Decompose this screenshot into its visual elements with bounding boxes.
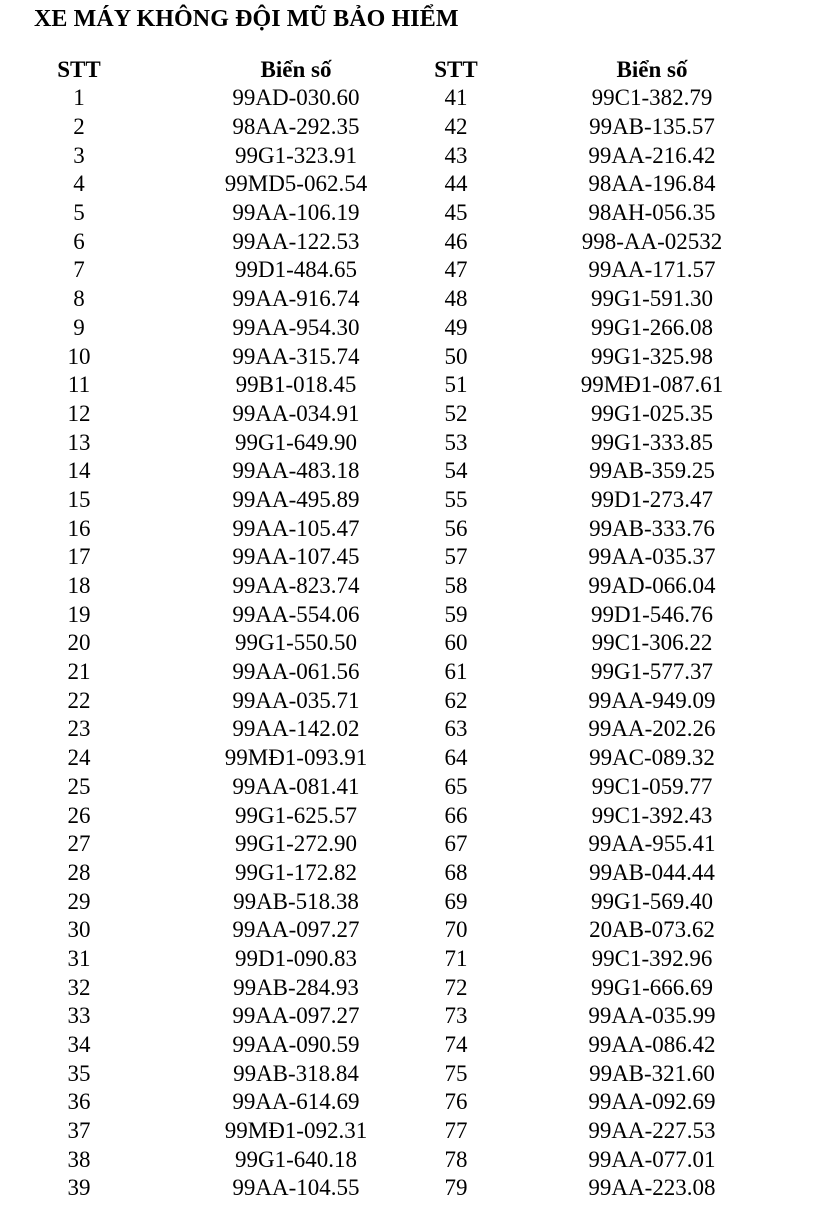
stt-left-cell: 21 bbox=[67, 659, 91, 685]
plate-left-cell: 99B1-018.45 bbox=[235, 372, 357, 398]
plate-right-cell: 99AB-135.57 bbox=[589, 114, 715, 140]
plate-left-cell: 99G1-640.18 bbox=[234, 1146, 358, 1172]
plate-left-cell: 99AA-315.74 bbox=[232, 343, 360, 369]
stt-left-cell: 3 bbox=[73, 142, 85, 168]
table-row bbox=[0, 658, 814, 687]
plate-right-cell: 99G1-333.85 bbox=[590, 429, 714, 455]
plate-right-cell: 99C1-059.77 bbox=[591, 773, 713, 799]
plate-left-cell: 99AB-318.84 bbox=[233, 1060, 359, 1086]
stt-left-cell: 34 bbox=[67, 1032, 91, 1058]
plate-left-cell: 99AA-106.19 bbox=[232, 200, 360, 226]
plate-left-cell: 99AA-554.06 bbox=[232, 601, 360, 627]
stt-right-cell: 68 bbox=[444, 859, 468, 885]
plate-right-cell: 99AA-223.08 bbox=[588, 1175, 716, 1201]
table-row bbox=[0, 1174, 814, 1203]
table-row bbox=[0, 859, 814, 888]
plate-left-cell: 99AA-035.71 bbox=[232, 687, 360, 713]
table-row bbox=[0, 342, 814, 371]
plate-left-cell: 99AA-483.18 bbox=[232, 458, 360, 484]
plate-right-cell: 99AC-089.32 bbox=[589, 745, 715, 771]
table-row bbox=[0, 572, 814, 601]
plate-left-cell: 99AD-030.60 bbox=[232, 85, 360, 111]
table-row bbox=[0, 457, 814, 486]
table-row bbox=[0, 84, 814, 113]
header-plate-left: Biển số bbox=[260, 57, 332, 82]
table-row bbox=[0, 629, 814, 658]
stt-right-cell: 48 bbox=[444, 286, 468, 312]
table-row bbox=[0, 543, 814, 572]
table-row bbox=[0, 744, 814, 773]
stt-left-cell: 29 bbox=[67, 888, 91, 914]
plate-right-cell: 99G1-591.30 bbox=[590, 286, 714, 312]
stt-right-cell: 75 bbox=[444, 1060, 468, 1086]
stt-right-cell: 44 bbox=[444, 171, 468, 197]
table-row bbox=[0, 256, 814, 285]
table-row bbox=[0, 887, 814, 916]
stt-right-cell: 51 bbox=[444, 372, 468, 398]
stt-right-cell: 62 bbox=[444, 687, 468, 713]
stt-left-cell: 13 bbox=[67, 429, 91, 455]
table-row bbox=[0, 773, 814, 802]
stt-right-cell: 70 bbox=[444, 917, 468, 943]
plate-right-cell: 99G1-325.98 bbox=[590, 343, 714, 369]
stt-left-cell: 30 bbox=[67, 917, 91, 943]
stt-left-cell: 31 bbox=[67, 945, 91, 971]
table-row bbox=[0, 199, 814, 228]
plate-right-cell: 98AH-056.35 bbox=[588, 200, 716, 226]
stt-right-cell: 61 bbox=[444, 659, 468, 685]
stt-left-cell: 28 bbox=[67, 859, 91, 885]
stt-left-cell: 11 bbox=[67, 372, 91, 398]
stt-right-cell: 77 bbox=[444, 1118, 468, 1144]
stt-right-cell: 73 bbox=[444, 1003, 468, 1029]
stt-left-cell: 6 bbox=[73, 228, 85, 254]
plate-right-cell: 99G1-266.08 bbox=[590, 314, 714, 340]
stt-left-cell: 35 bbox=[67, 1060, 91, 1086]
table-row bbox=[0, 1002, 814, 1031]
plate-right-cell: 99C1-392.43 bbox=[591, 802, 713, 828]
stt-left-cell: 26 bbox=[67, 802, 91, 828]
table-row bbox=[0, 945, 814, 974]
stt-left-cell: 18 bbox=[67, 573, 91, 599]
plate-left-cell: 99AA-097.27 bbox=[232, 917, 360, 943]
stt-left-cell: 5 bbox=[73, 200, 85, 226]
table-row bbox=[0, 141, 814, 170]
stt-right-cell: 71 bbox=[444, 945, 468, 971]
plate-left-cell: 99AA-105.47 bbox=[232, 515, 360, 541]
plate-left-cell: 99AA-081.41 bbox=[232, 773, 360, 799]
plate-right-cell: 99AA-035.37 bbox=[588, 544, 716, 570]
plate-right-cell: 99AD-066.04 bbox=[588, 573, 716, 599]
table-row bbox=[0, 916, 814, 945]
plate-right-cell: 99D1-546.76 bbox=[590, 601, 714, 627]
stt-left-cell: 27 bbox=[67, 831, 91, 857]
plate-left-cell: 99AA-495.89 bbox=[232, 486, 360, 512]
plate-left-cell: 99AA-097.27 bbox=[232, 1003, 360, 1029]
stt-left-cell: 33 bbox=[67, 1003, 91, 1029]
plate-right-cell: 99AA-202.26 bbox=[588, 716, 716, 742]
stt-right-cell: 45 bbox=[444, 200, 468, 226]
plate-right-cell: 99G1-666.69 bbox=[590, 974, 714, 1000]
stt-right-cell: 47 bbox=[444, 257, 468, 283]
plate-right-cell: 99AA-035.99 bbox=[588, 1003, 716, 1029]
stt-left-cell: 23 bbox=[67, 716, 91, 742]
plate-left-cell: 99AA-823.74 bbox=[232, 573, 360, 599]
plate-left-cell: 98AA-292.35 bbox=[232, 114, 360, 140]
table-row bbox=[0, 428, 814, 457]
plate-left-cell: 99G1-272.90 bbox=[234, 831, 358, 857]
stt-right-cell: 46 bbox=[444, 228, 468, 254]
stt-right-cell: 72 bbox=[444, 974, 468, 1000]
header-stt-right: STT bbox=[434, 57, 478, 82]
plate-left-cell: 99AB-518.38 bbox=[233, 888, 359, 914]
plate-left-cell: 99MĐ1-093.91 bbox=[224, 745, 368, 771]
plate-right-cell: 99AA-227.53 bbox=[588, 1118, 716, 1144]
stt-right-cell: 58 bbox=[444, 573, 468, 599]
header-stt-left: STT bbox=[57, 57, 101, 82]
stt-right-cell: 74 bbox=[444, 1032, 468, 1058]
plate-right-cell: 99AA-092.69 bbox=[588, 1089, 716, 1115]
stt-right-cell: 69 bbox=[444, 888, 468, 914]
plate-right-cell: 998-AA-02532 bbox=[581, 228, 723, 254]
stt-left-cell: 1 bbox=[73, 85, 85, 111]
plate-right-cell: 99AB-333.76 bbox=[589, 515, 715, 541]
plate-left-cell: 99G1-172.82 bbox=[234, 859, 358, 885]
plate-right-cell: 99AB-359.25 bbox=[589, 458, 715, 484]
table-body bbox=[0, 84, 814, 1203]
plate-right-cell: 99AA-171.57 bbox=[588, 257, 716, 283]
plate-left-cell: 99G1-550.50 bbox=[234, 630, 358, 656]
stt-left-cell: 7 bbox=[73, 257, 85, 283]
stt-left-cell: 15 bbox=[67, 486, 91, 512]
plate-left-cell: 99MĐ1-092.31 bbox=[224, 1118, 368, 1144]
table-row bbox=[0, 400, 814, 429]
table-row bbox=[0, 227, 814, 256]
stt-right-cell: 52 bbox=[444, 400, 468, 426]
plate-right-cell: 99AA-955.41 bbox=[588, 831, 716, 857]
stt-left-cell: 39 bbox=[67, 1175, 91, 1201]
stt-left-cell: 9 bbox=[73, 314, 85, 340]
table-row bbox=[0, 600, 814, 629]
stt-right-cell: 66 bbox=[444, 802, 468, 828]
plate-left-cell: 99G1-625.57 bbox=[234, 802, 358, 828]
stt-left-cell: 37 bbox=[67, 1118, 91, 1144]
stt-right-cell: 63 bbox=[444, 716, 468, 742]
stt-right-cell: 49 bbox=[444, 314, 468, 340]
plate-left-cell: 99MD5-062.54 bbox=[224, 171, 368, 197]
plate-left-cell: 99AA-614.69 bbox=[232, 1089, 360, 1115]
stt-right-cell: 50 bbox=[444, 343, 468, 369]
plate-left-cell: 99G1-323.91 bbox=[234, 142, 358, 168]
plate-right-cell: 99C1-306.22 bbox=[591, 630, 713, 656]
plate-left-cell: 99AA-142.02 bbox=[232, 716, 360, 742]
table-row bbox=[0, 486, 814, 515]
table-row bbox=[0, 801, 814, 830]
plate-left-cell: 99AA-954.30 bbox=[232, 314, 360, 340]
plate-right-cell: 20AB-073.62 bbox=[589, 917, 715, 943]
table-row bbox=[0, 1145, 814, 1174]
plate-left-cell: 99D1-090.83 bbox=[234, 945, 358, 971]
table-row bbox=[0, 1031, 814, 1060]
stt-left-cell: 19 bbox=[67, 601, 91, 627]
plate-right-cell: 99G1-025.35 bbox=[590, 400, 714, 426]
plate-left-cell: 99AA-034.91 bbox=[232, 400, 360, 426]
stt-left-cell: 8 bbox=[73, 286, 85, 312]
plate-left-cell: 99AA-090.59 bbox=[232, 1032, 360, 1058]
stt-right-cell: 43 bbox=[444, 142, 468, 168]
plate-right-cell: 99AA-077.01 bbox=[588, 1146, 716, 1172]
stt-right-cell: 41 bbox=[444, 85, 468, 111]
stt-right-cell: 78 bbox=[444, 1146, 468, 1172]
plate-right-cell: 99AA-949.09 bbox=[588, 687, 716, 713]
stt-right-cell: 64 bbox=[444, 745, 468, 771]
table-row bbox=[0, 715, 814, 744]
plate-left-cell: 99AA-061.56 bbox=[232, 659, 360, 685]
table-row bbox=[0, 371, 814, 400]
plate-left-cell: 99AB-284.93 bbox=[233, 974, 359, 1000]
plate-right-cell: 99C1-382.79 bbox=[591, 85, 713, 111]
table-row bbox=[0, 686, 814, 715]
table-row bbox=[0, 1117, 814, 1146]
plate-left-cell: 99AA-104.55 bbox=[232, 1175, 360, 1201]
plate-right-cell: 99G1-569.40 bbox=[590, 888, 714, 914]
stt-left-cell: 12 bbox=[67, 400, 91, 426]
stt-right-cell: 54 bbox=[444, 458, 468, 484]
plate-right-cell: 98AA-196.84 bbox=[588, 171, 716, 197]
table-row bbox=[0, 830, 814, 859]
table-row bbox=[0, 514, 814, 543]
plate-left-cell: 99AA-916.74 bbox=[232, 286, 360, 312]
table-row bbox=[0, 170, 814, 199]
table-row bbox=[0, 973, 814, 1002]
stt-left-cell: 24 bbox=[67, 745, 91, 771]
stt-right-cell: 42 bbox=[444, 114, 468, 140]
page-title: XE MÁY KHÔNG ĐỘI MŨ BẢO HIỂM bbox=[34, 6, 459, 32]
stt-right-cell: 60 bbox=[444, 630, 468, 656]
stt-left-cell: 2 bbox=[73, 114, 85, 140]
stt-left-cell: 17 bbox=[67, 544, 91, 570]
plate-right-cell: 99D1-273.47 bbox=[590, 486, 714, 512]
plate-right-cell: 99MĐ1-087.61 bbox=[580, 372, 724, 398]
plate-left-cell: 99D1-484.65 bbox=[234, 257, 358, 283]
stt-right-cell: 55 bbox=[444, 486, 468, 512]
license-plate-table bbox=[0, 56, 814, 1203]
stt-left-cell: 10 bbox=[67, 343, 91, 369]
stt-left-cell: 20 bbox=[67, 630, 91, 656]
stt-right-cell: 79 bbox=[444, 1175, 468, 1201]
plate-right-cell: 99AB-321.60 bbox=[589, 1060, 715, 1086]
stt-left-cell: 25 bbox=[67, 773, 91, 799]
stt-right-cell: 56 bbox=[444, 515, 468, 541]
stt-left-cell: 22 bbox=[67, 687, 91, 713]
table-row bbox=[0, 113, 814, 142]
table-row bbox=[0, 1088, 814, 1117]
stt-left-cell: 38 bbox=[67, 1146, 91, 1172]
stt-right-cell: 53 bbox=[444, 429, 468, 455]
stt-left-cell: 14 bbox=[67, 458, 91, 484]
table-row bbox=[0, 1059, 814, 1088]
plate-left-cell: 99AA-107.45 bbox=[232, 544, 360, 570]
plate-left-cell: 99AA-122.53 bbox=[232, 228, 360, 254]
plate-right-cell: 99AA-216.42 bbox=[588, 142, 716, 168]
stt-left-cell: 4 bbox=[73, 171, 85, 197]
table-row bbox=[0, 285, 814, 314]
stt-right-cell: 67 bbox=[444, 831, 468, 857]
header-plate-right: Biển số bbox=[616, 57, 688, 82]
table-row bbox=[0, 314, 814, 343]
stt-right-cell: 65 bbox=[444, 773, 468, 799]
table-header-row bbox=[0, 56, 814, 84]
stt-left-cell: 32 bbox=[67, 974, 91, 1000]
plate-left-cell: 99G1-649.90 bbox=[234, 429, 358, 455]
stt-right-cell: 57 bbox=[444, 544, 468, 570]
stt-left-cell: 16 bbox=[67, 515, 91, 541]
plate-right-cell: 99AB-044.44 bbox=[589, 859, 715, 885]
plate-right-cell: 99AA-086.42 bbox=[588, 1032, 716, 1058]
plate-right-cell: 99C1-392.96 bbox=[591, 945, 713, 971]
stt-right-cell: 76 bbox=[444, 1089, 468, 1115]
stt-left-cell: 36 bbox=[67, 1089, 91, 1115]
stt-right-cell: 59 bbox=[444, 601, 468, 627]
plate-right-cell: 99G1-577.37 bbox=[590, 659, 714, 685]
